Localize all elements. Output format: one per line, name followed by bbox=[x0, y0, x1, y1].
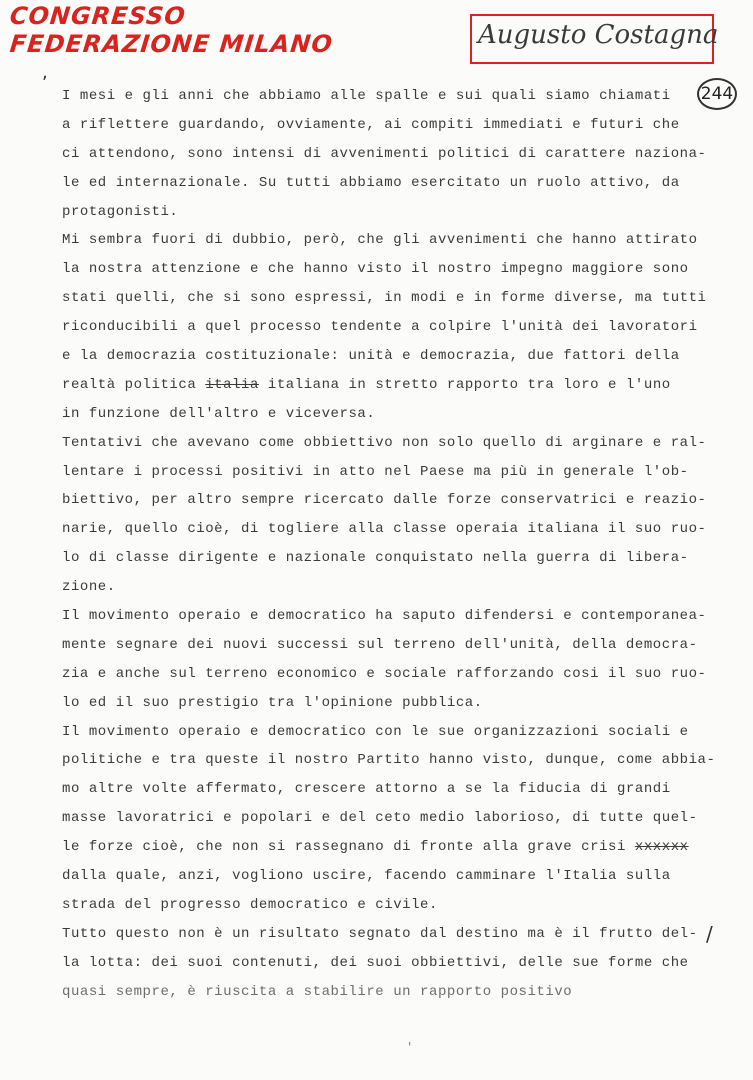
struck-out-word: xxxxxx bbox=[634, 839, 689, 856]
page-number: 244 bbox=[697, 78, 737, 110]
text-line: Mi sembra fuori di dubbio, però, che gli avvenimenti che hanno attirato bbox=[62, 232, 698, 249]
header-federazione: FEDERAZIONE MILANO bbox=[8, 30, 335, 58]
text-line: strada del progresso democratico e civile. bbox=[62, 896, 438, 913]
text-line: Il movimento operaio e democratico con le sue organizzazioni sociali e bbox=[62, 723, 689, 740]
struck-out-word: italia bbox=[205, 376, 259, 393]
text-line: zia e anche sul terreno economico e sociale rafforzando cosi il suo ruo- bbox=[62, 665, 707, 682]
pen-slash-mark: / bbox=[706, 922, 713, 946]
line-segment: realtà politica bbox=[62, 376, 206, 393]
text-line: ci attendono, sono intensi di avvenimenti politici di carattere naziona- bbox=[62, 145, 707, 162]
stray-mark: ' bbox=[408, 1040, 412, 1054]
typed-body bbox=[62, 82, 738, 1007]
line-segment: le forze cioè, che non si rassegnano di fronte alla grave crisi bbox=[62, 839, 635, 856]
text-line: I mesi e gli anni che abbiamo alle spalle e sui quali siamo chiamati bbox=[62, 88, 671, 104]
text-line: la nostra attenzione e che hanno visto il nostro impegno maggiore sono bbox=[62, 261, 689, 278]
text-line: politiche e tra queste il nostro Partito hanno visto, dunque, come abbia- bbox=[62, 752, 716, 769]
text-line: Il movimento operaio e democratico ha saputo difendersi e contemporanea- bbox=[62, 608, 707, 625]
text-line: protagonisti. bbox=[62, 203, 179, 220]
text-line: masse lavoratrici e popolari e del ceto medio laborioso, di tutte quel- bbox=[62, 810, 698, 827]
text-line: in funzione dell'altro e viceversa. bbox=[62, 405, 376, 422]
text-line: mo altre volte affermato, crescere attorno a se la fiducia di grandi bbox=[62, 781, 671, 798]
text-line: la lotta: dei suoi contenuti, dei suoi obbiettivi, delle sue forme che bbox=[62, 954, 689, 971]
text-line: mente segnare dei nuovi successi sul terreno dell'unità, della democra- bbox=[62, 636, 698, 653]
pen-tick-mark: , bbox=[42, 62, 48, 83]
header-congresso: CONGRESSO bbox=[8, 2, 188, 30]
text-line: stati quelli, che si sono espressi, in modi e in forme diverse, ma tutti bbox=[62, 290, 707, 307]
text-line: zione. bbox=[62, 579, 116, 596]
text-line: biettivo, per altro sempre ricercato dalle forze conservatrici e reazio- bbox=[62, 492, 707, 509]
handwritten-header bbox=[10, 2, 333, 58]
text-line: a riflettere guardando, ovviamente, ai compiti immediati e futuri che bbox=[62, 116, 680, 133]
text-line: lentare i processi positivi in atto nel Paese ma più in generale l'ob- bbox=[62, 463, 689, 480]
text-line-with-strikeout bbox=[62, 833, 738, 862]
text-line: quasi sempre, è riuscita a stabilire un rapporto positivo bbox=[62, 983, 573, 1000]
text-line: riconducibili a quel processo tendente a colpire l'unità dei lavoratori bbox=[62, 319, 698, 336]
text-line: narie, quello cioè, di togliere alla classe operaia italiana il suo ruo- bbox=[62, 521, 707, 538]
text-line: lo di classe dirigente e nazionale conquistato nella guerra di libera- bbox=[62, 550, 689, 567]
line-segment: italiana in stretto rapporto tra loro e l'uno bbox=[258, 376, 671, 393]
text-line-with-strikeout bbox=[62, 371, 738, 400]
author-signature: Augusto Costagna bbox=[478, 20, 719, 50]
text-line: e la democrazia costituzionale: unità e democrazia, due fattori della bbox=[62, 348, 680, 365]
text-line: dalla quale, anzi, vogliono uscire, facendo camminare l'Italia sulla bbox=[62, 868, 671, 885]
text-line: le ed internazionale. Su tutti abbiamo esercitato un ruolo attivo, da bbox=[62, 174, 680, 191]
text-line: Tentativi che avevano come obbiettivo non solo quello di arginare e ral- bbox=[62, 434, 707, 451]
text-line: Tutto questo non è un risultato segnato dal destino ma è il frutto del- bbox=[62, 925, 698, 942]
text-line: lo ed il suo prestigio tra l'opinione pubblica. bbox=[62, 694, 483, 711]
